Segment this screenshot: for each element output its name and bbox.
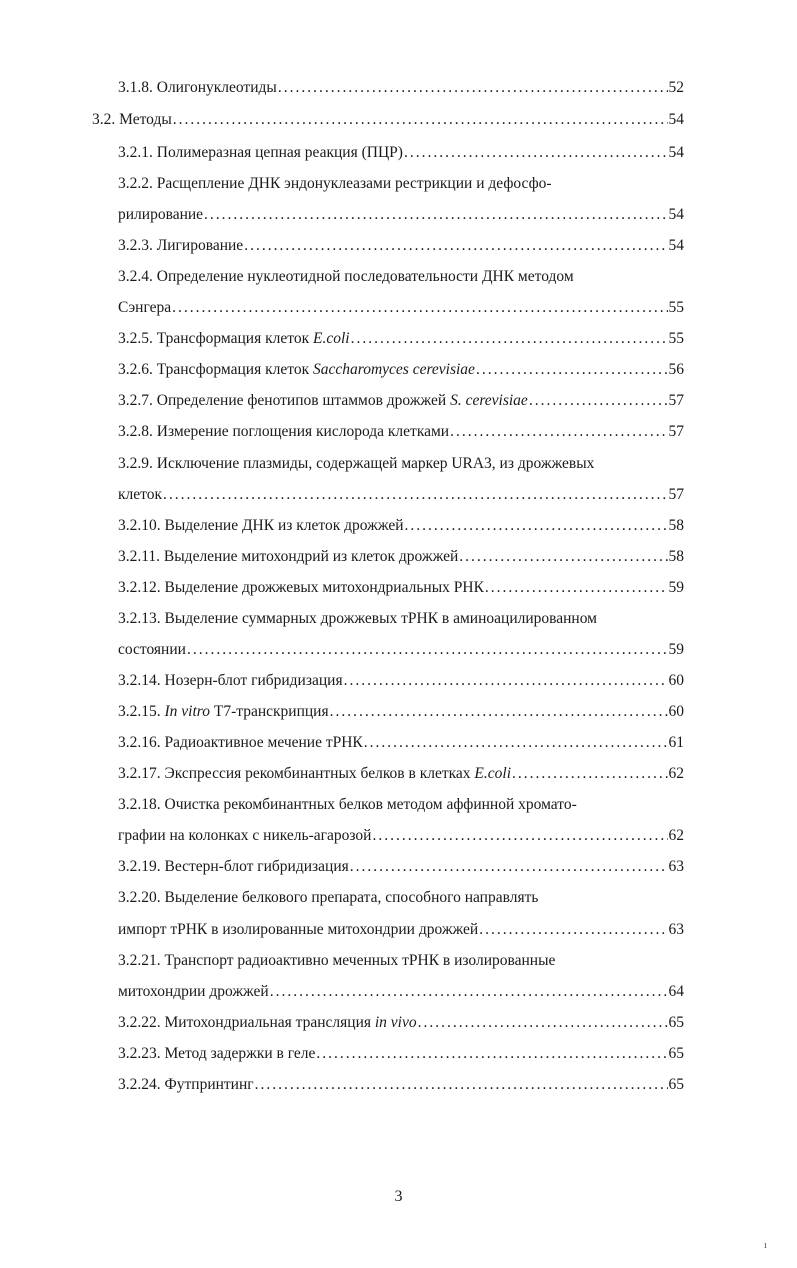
toc-entry: митохондрии дрожжей ..... 64 [118, 980, 684, 1004]
dot-leader [529, 389, 668, 413]
toc-page-number: 57 [668, 486, 684, 503]
dot-leader [351, 327, 668, 351]
toc-entry-wrapped-start: 3.2.4. Определение нуклеотидной последовательности ДНК методом [118, 268, 574, 285]
toc-entry: 3.2.3. Лигирование ..... 54 [118, 234, 684, 258]
toc-entry: 3.2.17. Экспрессия рекомбинантных белков в клетках E.coli ..... 62 [118, 762, 684, 786]
toc-entry-wrapped-start: 3.2.21. Транспорт радиоактивно меченных тРНК в изолированные [118, 952, 556, 969]
toc-page-number: 58 [668, 517, 684, 534]
toc-entry: 3.2.16. Радиоактивное мечение тРНК ..... 61 [118, 731, 684, 755]
toc-entry: 3.2.5. Трансформация клеток E.coli ..... 55 [118, 327, 684, 351]
toc-section-entry: 3.2. Методы ..... 54 [92, 108, 684, 132]
toc-page-number: 62 [668, 765, 684, 782]
toc-page-number: 58 [668, 548, 684, 565]
toc-entry: графии на колонках с никель-агарозой ..... 62 [118, 824, 684, 848]
toc-page-number: 63 [668, 921, 684, 938]
toc-entry: 3.2.14. Нозерн-блот гибридизация ..... 60 [118, 669, 684, 693]
toc-page-number: 64 [668, 983, 684, 1000]
dot-leader [187, 638, 668, 662]
dot-leader [316, 1042, 667, 1066]
toc-page-number: 65 [668, 1014, 684, 1031]
toc-entry-wrapped-start: 3.2.13. Выделение суммарных дрожжевых тРНК в аминоацилированном [118, 610, 597, 627]
toc-page-number: 55 [668, 299, 684, 316]
toc-entry-wrapped-start: 3.2.9. Исключение плазмиды, содержащей маркер URA3, из дрожжевых [118, 455, 595, 472]
dot-leader [173, 108, 668, 132]
toc-entry: 3.2.10. Выделение ДНК из клеток дрожжей ..... 58 [118, 514, 684, 538]
dot-leader [459, 545, 667, 569]
dot-leader [372, 824, 667, 848]
dot-leader [485, 576, 668, 600]
toc-page-number: 54 [668, 206, 684, 223]
toc-page-number: 59 [668, 641, 684, 658]
toc-entry: 3.2.19. Вестерн-блот гибридизация ..... 63 [118, 855, 684, 879]
dot-leader [270, 980, 668, 1004]
toc-page-number: 56 [668, 361, 684, 378]
toc-entry-wrapped-start: 3.2.2. Расщепление ДНК эндонуклеазами рестрикции и дефосфо- [118, 175, 552, 192]
dot-leader [163, 483, 668, 507]
dot-leader [350, 855, 668, 879]
dot-leader [330, 700, 668, 724]
dot-leader [255, 1073, 668, 1097]
toc-page-number: 54 [668, 237, 684, 254]
toc-page-number: 57 [668, 392, 684, 409]
toc-entry: 3.1.8. Олигонуклеотиды ..... 52 [118, 76, 684, 100]
toc-page-number: 61 [668, 734, 684, 751]
dot-leader [344, 669, 668, 693]
toc-entry: 3.2.7. Определение фенотипов штаммов дрожжей S. cerevisiae ..... 57 [118, 389, 684, 413]
dot-leader [405, 514, 668, 538]
toc-page-number: 59 [668, 579, 684, 596]
toc-entry-wrapped-start: 3.2.18. Очистка рекомбинантных белков методом аффинной хромато- [118, 796, 577, 813]
toc-page-number: 57 [668, 423, 684, 440]
toc-page-number: 65 [668, 1076, 684, 1093]
toc-page-number: 52 [668, 79, 684, 96]
dot-leader [418, 1011, 668, 1035]
toc-entry: 3.2.12. Выделение дрожжевых митохондриальных РНК ..... 59 [118, 576, 684, 600]
toc-entry: 3.2.23. Метод задержки в геле ..... 65 [118, 1042, 684, 1066]
dot-leader [244, 234, 667, 258]
dot-leader [450, 420, 667, 444]
toc-entry: 3.2.1. Полимеразная цепная реакция (ПЦР) ..... 54 [118, 141, 684, 165]
toc-page-number: 65 [668, 1045, 684, 1062]
toc-entry: импорт тРНК в изолированные митохондрии дрожжей ..... 63 [118, 918, 684, 942]
toc-entry: 3.2.24. Футпринтинг ..... 65 [118, 1073, 684, 1097]
scan-mark: ı [764, 1240, 767, 1251]
dot-leader [512, 762, 667, 786]
dot-leader [479, 918, 667, 942]
toc-entry: 3.2.6. Трансформация клеток Saccharomyces cerevisiae ..... 56 [118, 358, 684, 382]
toc-entry: Сэнгера ..... 55 [118, 296, 684, 320]
toc-page-number: 54 [668, 111, 684, 128]
toc-entry: рилирование ..... 54 [118, 203, 684, 227]
toc-page-number: 60 [668, 703, 684, 720]
dot-leader [278, 76, 668, 100]
dot-leader [204, 203, 667, 227]
toc-entry: 3.2.22. Митохондриальная трансляция in vivo ..... 65 [118, 1011, 684, 1035]
dot-leader [404, 141, 668, 165]
toc-page-number: 60 [668, 672, 684, 689]
toc-entry: состоянии ..... 59 [118, 638, 684, 662]
toc-entry: клеток ..... 57 [118, 483, 684, 507]
dot-leader [476, 358, 668, 382]
toc-page-number: 62 [668, 827, 684, 844]
dot-leader [172, 296, 667, 320]
toc-page-number: 63 [668, 858, 684, 875]
toc-entry: 3.2.11. Выделение митохондрий из клеток дрожжей ..... 58 [118, 545, 684, 569]
toc-entry: 3.2.15. In vitro Т7-транскрипция ..... 60 [118, 700, 684, 724]
dot-leader [364, 731, 668, 755]
toc-entry: 3.2.8. Измерение поглощения кислорода клетками ..... 57 [118, 420, 684, 444]
page-number: 3 [394, 1188, 403, 1205]
toc-entry-wrapped-start: 3.2.20. Выделение белкового препарата, способного направлять [118, 889, 539, 906]
toc-page-number: 55 [668, 330, 684, 347]
toc-page-number: 54 [668, 144, 684, 161]
